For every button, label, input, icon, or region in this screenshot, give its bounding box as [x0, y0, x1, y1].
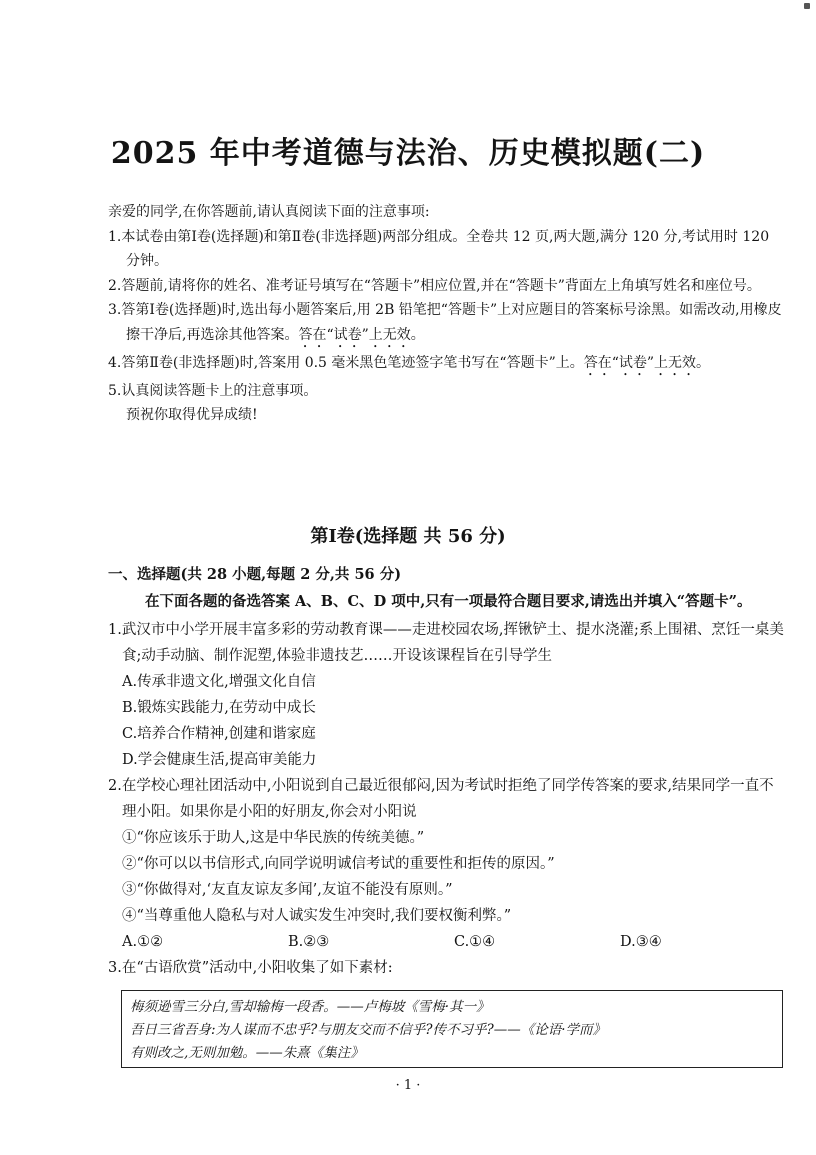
quote-2: 吾日三省吾身:为人谋而不忠乎?与朋友交而不信乎?传不习乎?——《论语·学而》	[130, 1022, 607, 1038]
notice-greeting: 亲爱的同学,在你答题前,请认真阅读下面的注意事项:	[108, 204, 430, 220]
notice-item-3-text: 3.答第Ⅰ卷(选择题)时,选出每小题答案后,用 2B 铅笔把“答题卡”上对应题目的答案标号涂黑。如需改动,用橡皮擦干净后,再选涂其他答案。	[108, 302, 782, 343]
page-number: · 1 ·	[395, 1078, 421, 1093]
question-1-stem: 1.武汉市中小学开展丰富多彩的劳动教育课——走进校园农场,挥锹铲土、提水浇灌;系上围裙、烹饪一桌美食;动手动脑、制作泥塑,体验非遗技艺……开设该课程旨在引导学生	[108, 622, 784, 664]
questions	[108, 617, 786, 981]
notice-item-3-emphasis: 答在“试卷”上无效。	[298, 326, 425, 343]
question-1-option-a: A.传承非遗文化,增强文化自信	[122, 674, 316, 690]
question-2-stem: 2.在学校心理社团活动中,小阳说到自己最近很郁闷,因为考试时拒绝了同学传答案的要求,结果同学一直不理小阳。如果你是小阳的好朋友,你会对小阳说	[108, 778, 774, 820]
question-2-statement-2: ②“你可以以书信形式,向同学说明诚信考试的重要性和拒传的原因。”	[122, 856, 555, 872]
quote-1: 梅须逊雪三分白,雪却输梅一段香。——卢梅坡《雪梅·其一》	[130, 999, 490, 1015]
notice-item-5: 5.认真阅读答题卡上的注意事项。	[108, 382, 318, 399]
notice-wish: 预祝你取得优异成绩!	[126, 407, 258, 423]
question-1-option-b: B.锻炼实践能力,在劳动中成长	[122, 700, 316, 716]
notice-item-1: 1.本试卷由第Ⅰ卷(选择题)和第Ⅱ卷(非选择题)两部分组成。全卷共 12 页,两大题,满分 120 分,考试用时 120 分钟。	[108, 228, 770, 269]
question-2-option-b: B.②③	[288, 934, 330, 950]
question-1-option-d: D.学会健康生活,提高审美能力	[122, 752, 317, 768]
question-2-statement-1: ①“你应该乐于助人,这是中华民族的传统美德。”	[122, 830, 425, 846]
question-3-stem: 3.在“古语欣赏”活动中,小阳收集了如下素材:	[108, 960, 393, 976]
corner-mark	[804, 3, 810, 9]
notice-item-4	[108, 351, 783, 379]
notice-block	[108, 200, 783, 428]
part-heading: 一、选择题(共 28 小题,每题 2 分,共 56 分)	[108, 566, 402, 583]
notice-item-4-text: 4.答第Ⅱ卷(非选择题)时,答案用 0.5 毫米黑色笔迹签字笔书写在“答题卡”上。	[108, 354, 584, 371]
instruction: 在下面各题的备选答案 A、B、C、D 项中,只有一项最符合题目要求,请选出并填入“答题卡”。	[145, 593, 752, 610]
question-1-option-c: C.培养合作精神,创建和谐家庭	[122, 726, 316, 742]
notice-item-4-emphasis: 答在“试卷”上无效。	[583, 354, 711, 371]
quote-box	[121, 990, 783, 1068]
quote-3: 有则改之,无则加勉。——朱熹《集注》	[130, 1045, 364, 1061]
notice-item-2: 2.答题前,请将你的姓名、准考证号填写在“答题卡”相应位置,并在“答题卡”背面左上角填写姓名和座位号。	[108, 277, 761, 294]
notice-item-3	[108, 298, 783, 351]
question-2-options	[108, 929, 786, 955]
section-heading: 第Ⅰ卷(选择题 共 56 分)	[310, 526, 506, 547]
question-2-statement-4: ④“当尊重他人隐私与对人诚实发生冲突时,我们要权衡利弊。”	[122, 908, 512, 924]
question-2-option-d: D.③④	[620, 934, 662, 950]
exam-title: 2025 年中考道德与法治、历史模拟题(二)	[110, 136, 706, 171]
question-2-statement-3: ③“你做得对,‘友直友谅友多闻’,友谊不能没有原则。”	[122, 882, 453, 898]
question-2-option-c: C.①④	[454, 934, 496, 950]
question-2-option-a: A.①②	[122, 934, 164, 950]
